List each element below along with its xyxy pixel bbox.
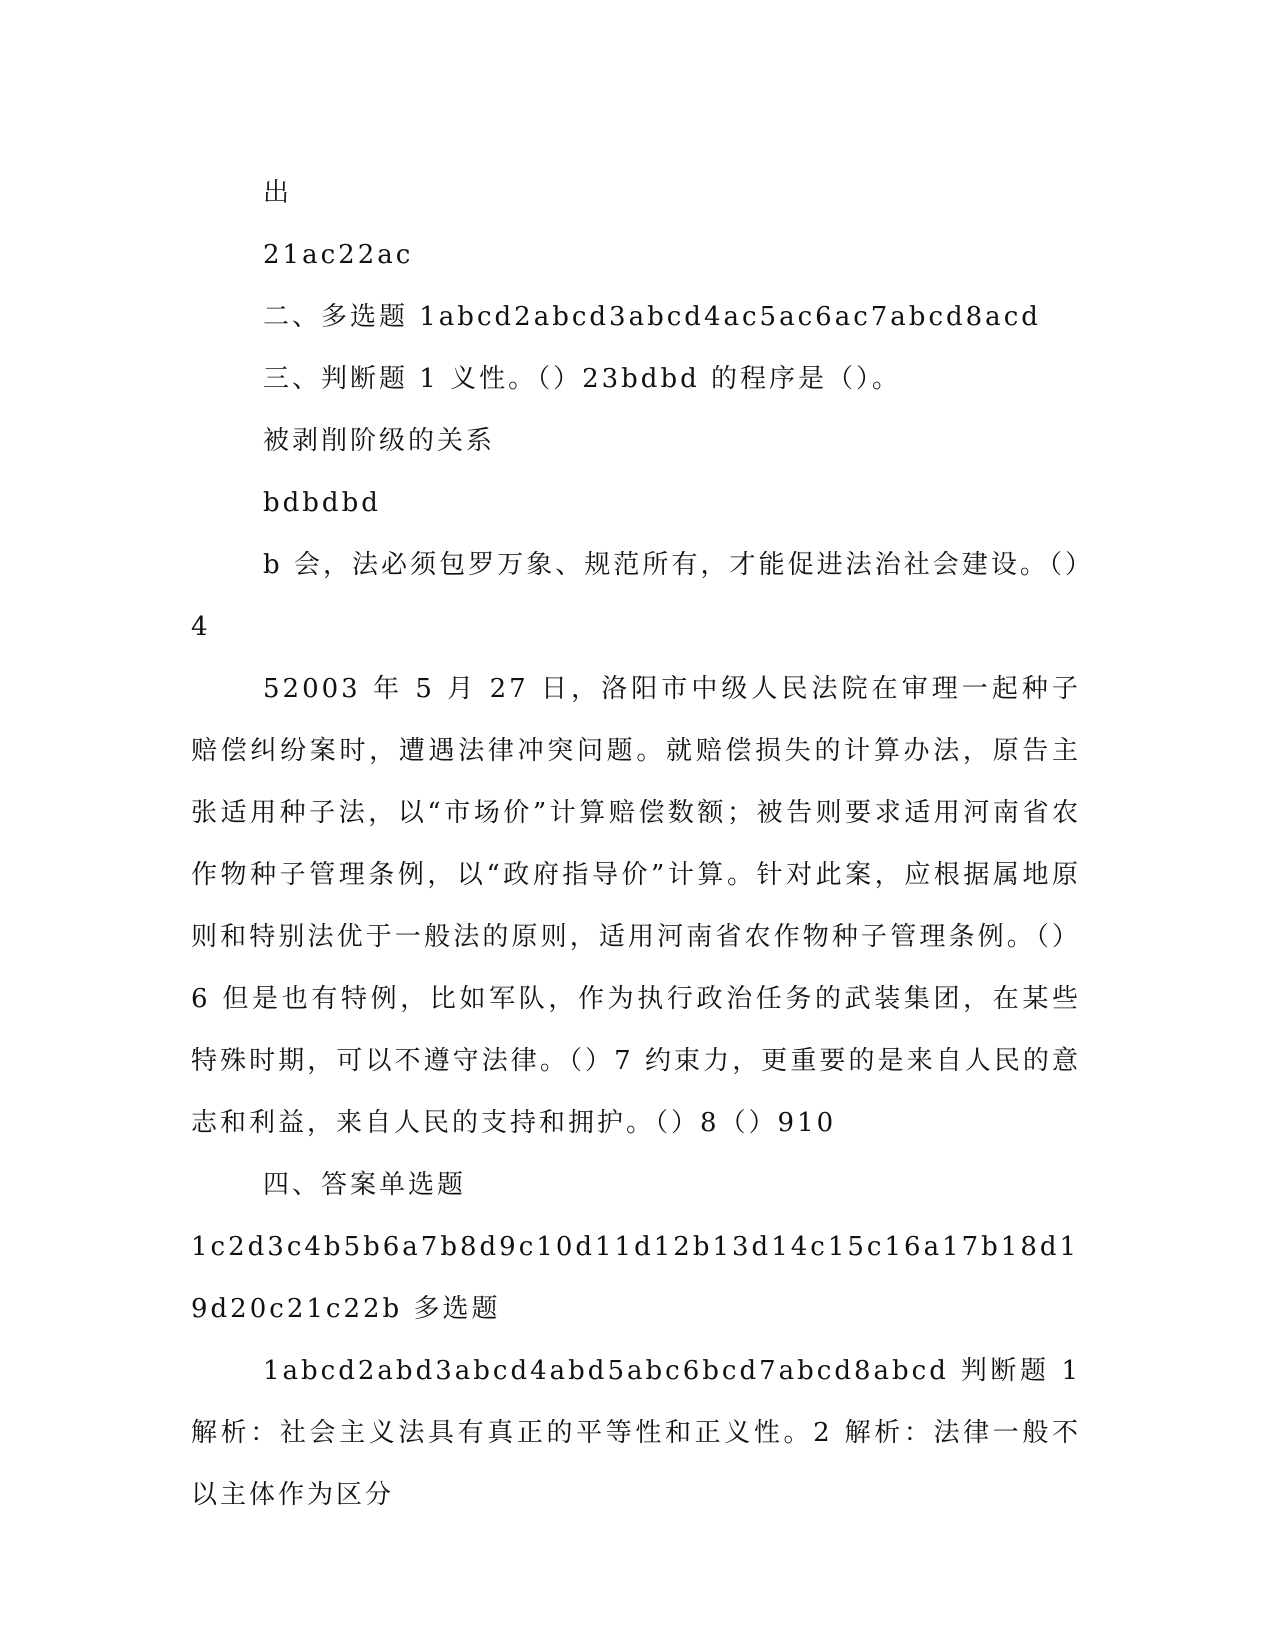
paragraph-4: 三、判断题 1 义性。（）23bdbd 的程序是（）。 bbox=[263, 364, 901, 394]
paragraph-7: b 会，法必须包罗万象、规范所有，才能促进法治社会建设。（）4 bbox=[191, 550, 1081, 642]
paragraph-1: 出 bbox=[263, 178, 293, 208]
paragraph-9: 四、答案单选题 bbox=[263, 1170, 467, 1200]
paragraph-2: 21ac22ac bbox=[263, 240, 414, 270]
paragraph-10: 1c2d3c4b5b6a7b8d9c10d11d12b13d14c15c16a17b18d19d20c21c22b 多选题 bbox=[191, 1232, 1080, 1324]
paragraph-3: 二、多选题 1abcd2abcd3abcd4ac5ac6ac7abcd8acd bbox=[263, 302, 1041, 332]
paragraph-8: 52003 年 5 月 27 日，洛阳市中级人民法院在审理一起种子赔偿纠纷案时，遭遇法律冲突问题。就赔偿损失的计算办法，原告主张适用种子法，以“市场价”计算赔偿数额；被告则要求适用河南省农作物种子管理条例，以“政府指导价”计算。针对此案，应根据属地原则和特别法优于一般法的原则，适用河南省农作物种子管理条例。（）6 但是也有特例，比如军队，作为执行政治任务的武装集团，在某些特殊时期，可以不遵守法律。（）7 约束力，更重要的是来自人民的意志和利益，来自人民的支持和拥护。（）8（）910 bbox=[191, 674, 1081, 1138]
paragraph-11: 1abcd2abd3abcd4abd5abc6bcd7abcd8abcd 判断题 1 解析：社会主义法具有真正的平等性和正义性。2 解析：法律一般不以主体作为区分 bbox=[191, 1356, 1081, 1510]
paragraph-5: 被剥削阶级的关系 bbox=[263, 426, 496, 456]
paragraph-6: bdbdbd bbox=[263, 488, 381, 518]
document-body bbox=[191, 162, 1081, 1526]
